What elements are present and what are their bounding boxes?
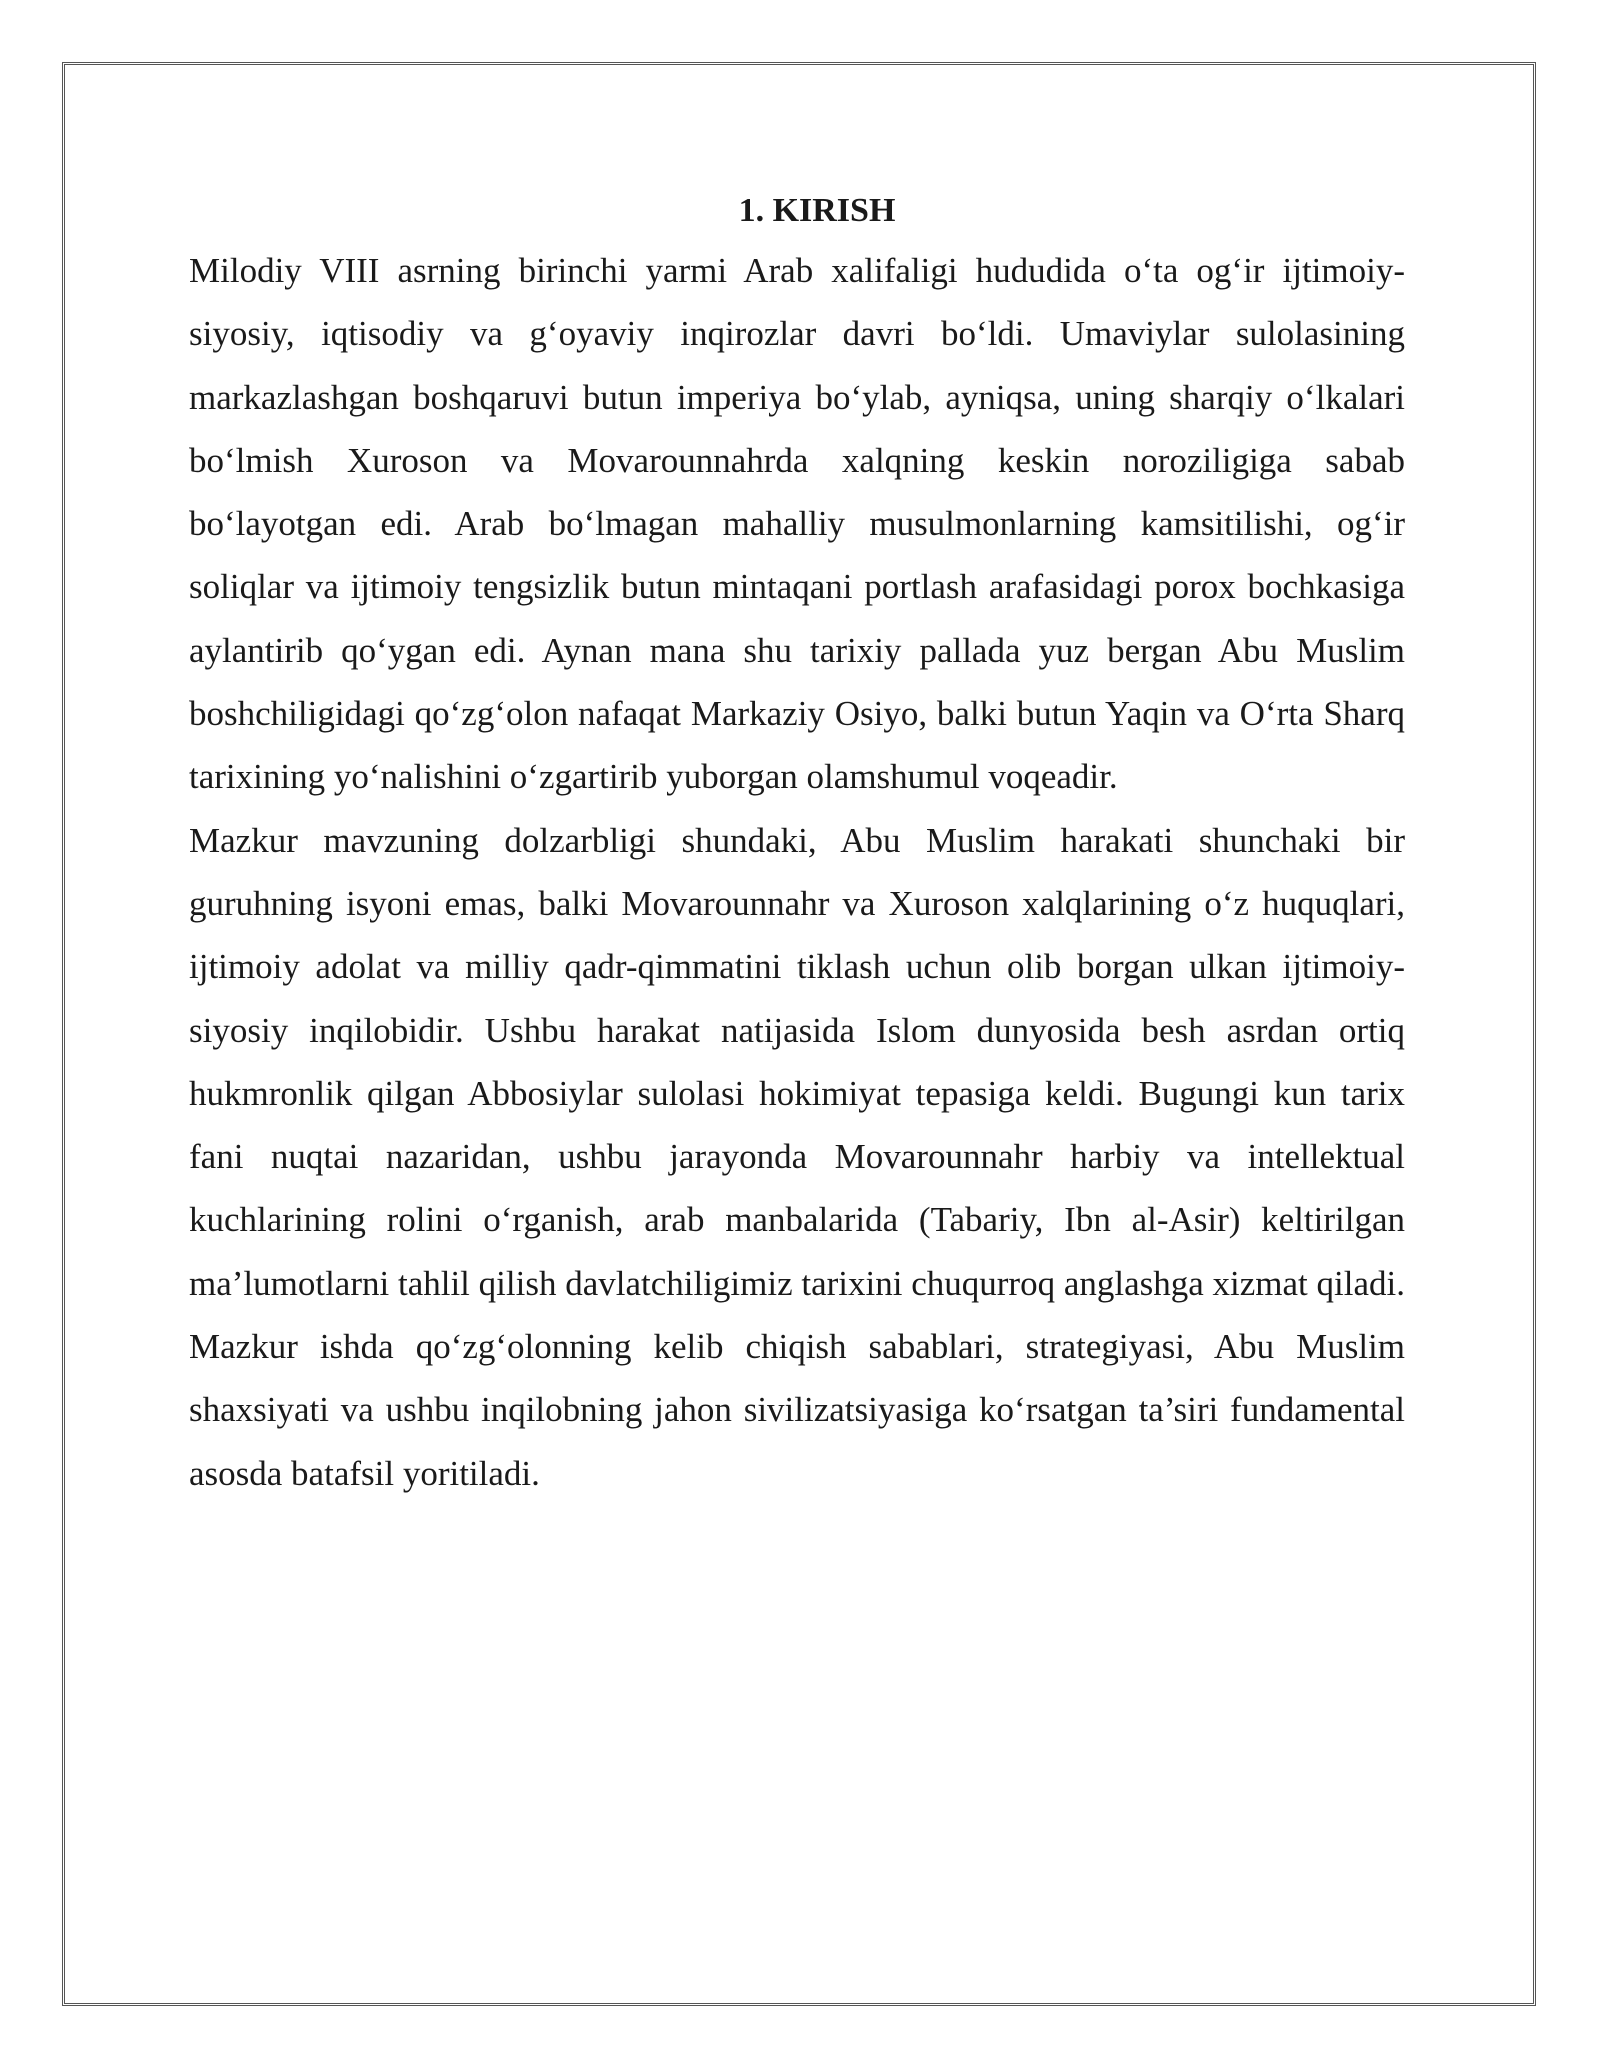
section-heading: 1. KIRISH bbox=[738, 192, 896, 229]
paragraph-relevance: Mazkur mavzuning dolzarbligi shundaki, Abu Muslim harakati shunchaki bir guruhning isyoni emas, balki Movarounnahr va Xuroson xalqlarining o‘z huquqlari, ijtimoiy adolat va milliy qadr-qimmatini tiklash uchun olib borgan ulkan ijtimoiy-siyosiy inqilobidir. Ushbu harakat natijasida Islom dunyosida besh asrdan ortiq hukmronlik qilgan Abbosiylar sulolasi hokimiyat tepasiga keldi. Bugungi kun tarix fani nuqtai nazaridan, ushbu jarayonda Movarounnahr harbiy va intellektual kuchlarining rolini o‘rganish, arab manbalarida (Tabariy, Ibn al-Asir) keltirilgan ma’lumotlarni tahlil qilish davlatchiligimiz tarixini chuqurroq anglashga xizmat qiladi. Mazkur ishda qo‘zg‘olonning kelib chiqish sabablari, strategiyasi, Abu Muslim shaxsiyati va ushbu inqilobning jahon sivilizatsiyasiga ko‘rsatgan ta’siri fundamental asosda batafsil yoritiladi. bbox=[189, 820, 1405, 1493]
paragraph-intro: Milodiy VIII asrning birinchi yarmi Arab xalifaligi hududida o‘ta og‘ir ijtimoiy-siyosiy, iqtisodiy va g‘oyaviy inqirozlar davri bo‘ldi. Umaviylar sulolasining markazlashgan boshqaruvi butun imperiya bo‘ylab, ayniqsa, uning sharqiy o‘lkalari bo‘lmish Xuroson va Movarounnahrda xalqning keskin noroziligiga sabab bo‘layotgan edi. Arab bo‘lmagan mahalliy musulmonlarning kamsitilishi, og‘ir soliqlar va ijtimoiy tengsizlik butun mintaqani portlash arafasidagi porox bochkasiga aylantirib qo‘ygan edi. Aynan mana shu tarixiy pallada yuz bergan Abu Muslim boshchiligidagi qo‘zg‘olon nafaqat Markaziy Osiyo, balki butun Yaqin va O‘rta Sharq tarixining yo‘nalishini o‘zgartirib yuborgan olamshumul voqeadir. bbox=[189, 251, 1405, 797]
document-body bbox=[189, 183, 1405, 1505]
